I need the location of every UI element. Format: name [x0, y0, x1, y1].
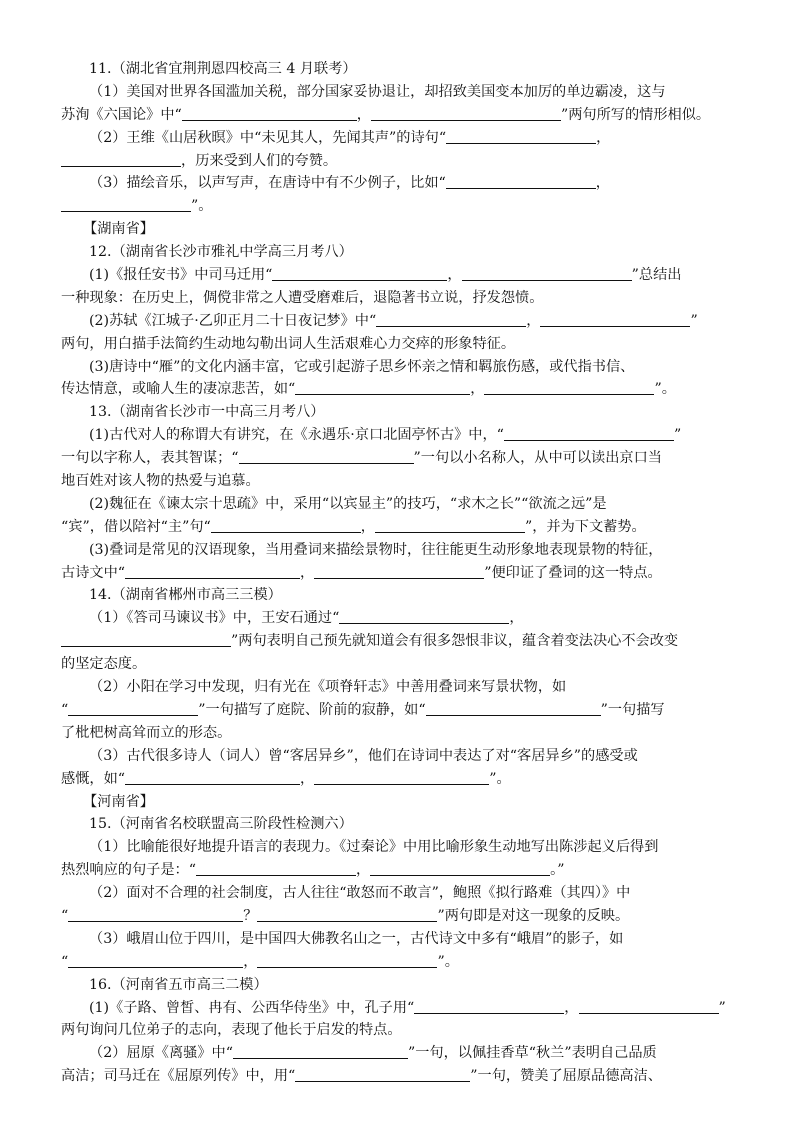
answer-blank[interactable] [370, 861, 550, 876]
question-12-part-1 [61, 264, 739, 287]
question-12-part-2 [61, 310, 739, 333]
text: ”总结出 [631, 267, 682, 284]
answer-blank[interactable] [61, 152, 181, 167]
answer-blank[interactable] [462, 266, 632, 281]
text: ”。 [191, 198, 213, 215]
text: ”。 [654, 381, 676, 398]
text: ， [509, 610, 524, 627]
text: （3）峨眉山位于四川，是中国四大佛教名山之一，古代诗文中多有“峨眉”的影子，如 [89, 930, 624, 947]
question-12-part-2-cont [61, 333, 739, 356]
text: ”一句描写 [600, 701, 665, 718]
answer-blank[interactable] [579, 999, 719, 1014]
text: ”一句描写了庭院、阶前的寂静，如“ [198, 701, 426, 718]
answer-blank[interactable] [484, 380, 654, 395]
exam-page [61, 58, 739, 1088]
answer-blank[interactable] [314, 770, 489, 785]
question-14-part-1 [61, 607, 739, 630]
question-15-part-1-cont [61, 859, 739, 882]
text: 感慨，如“ [61, 770, 126, 787]
answer-blank[interactable] [339, 609, 509, 624]
question-14-part-3-cont [61, 768, 739, 791]
text: “ [61, 953, 69, 970]
text: ” [718, 999, 726, 1016]
text: 14.（湖南省郴州市高三三模） [89, 587, 282, 604]
text: ， [355, 862, 371, 879]
answer-blank[interactable] [211, 518, 361, 533]
text: (1)古代对人的称谓大有讲究，在《永遇乐·京口北固亭怀古》中，“ [89, 427, 504, 444]
text: 传达情意，或喻人生的凄凉悲苦，如“ [61, 381, 296, 398]
text: ”一句，赞美了屈原品德高洁、 [470, 1068, 662, 1085]
question-13-part-1-cont2 [61, 470, 739, 493]
answer-blank[interactable] [540, 312, 690, 327]
question-14-part-3 [61, 745, 739, 768]
text: （1）比喻能很好地提升语言的表现力。《过秦论》中用比喻形象生动地写出陈涉起义后得到 [89, 839, 659, 856]
section-hunan [61, 218, 739, 241]
answer-blank[interactable] [295, 380, 470, 395]
text: ？ [243, 907, 258, 924]
question-13-header [61, 401, 739, 424]
text: 两句，用白描手法简约生动地勾勒出词人生活艰难心力交瘁的形象特征。 [61, 335, 516, 352]
question-16-part-2-cont [61, 1065, 739, 1088]
text: 古诗文中“ [61, 564, 126, 581]
question-11-part-2 [61, 127, 739, 150]
answer-blank[interactable] [314, 564, 484, 579]
text: 苏洵《六国论》中“ [61, 106, 182, 123]
question-11-part-3-cont [61, 195, 739, 218]
answer-blank[interactable] [414, 999, 564, 1014]
answer-blank[interactable] [295, 1067, 470, 1082]
text: (1)《子路、曾皙、冉有、公西华侍坐》中，孔子用“ [89, 999, 415, 1016]
text: 。” [550, 862, 565, 879]
question-13-part-1 [61, 424, 739, 447]
text: ， [564, 999, 579, 1016]
text: （1）《答司马谏议书》中，王安石通过“ [89, 610, 340, 627]
text: ， [243, 953, 258, 970]
text: ” [690, 312, 698, 329]
text: (1)《报任安书》中司马迁用“ [89, 267, 273, 284]
answer-blank[interactable] [182, 106, 357, 121]
question-11-part-2-cont [61, 150, 739, 173]
question-14-part-2-cont [61, 699, 739, 722]
text: ， [596, 129, 611, 146]
question-14-part-1-cont [61, 630, 739, 653]
question-11-part-3 [61, 172, 739, 195]
question-12-part-1-cont [61, 287, 739, 310]
text: (2)苏轼《江城子·乙卯正月二十日夜记梦》中“ [89, 312, 377, 329]
text: (2)魏征在《谏太宗十思疏》中，采用“以宾显主”的技巧，“求木之长”“欲流之远”是 [89, 495, 607, 512]
text: ， [300, 564, 315, 581]
question-11-part-1-cont [61, 104, 739, 127]
text: “ [61, 701, 69, 718]
text: ”便印证了叠词的这一特点。 [484, 564, 662, 581]
text: ，历来受到人们的夸赞。 [181, 152, 338, 169]
question-16-header [61, 974, 739, 997]
text: ， [356, 106, 371, 123]
text: （3）古代很多诗人（词人）曾“客居异乡”，他们在诗词中表达了对“客居异乡”的感受或 [89, 747, 638, 764]
text: ”两句所写的情形相似。 [560, 106, 711, 123]
text: 15.（河南省名校联盟高三阶段性检测六） [89, 816, 353, 833]
question-13-part-1-cont [61, 447, 739, 470]
answer-blank[interactable] [504, 426, 674, 441]
text: “ [61, 907, 69, 924]
text: ， [526, 312, 541, 329]
answer-blank[interactable] [125, 770, 300, 785]
answer-blank[interactable] [446, 129, 596, 144]
text: 【湖南省】 [83, 221, 154, 238]
answer-blank[interactable] [196, 861, 356, 876]
text: 16.（河南省五市高三二模） [89, 976, 268, 993]
section-henan [61, 791, 739, 814]
answer-blank[interactable] [257, 953, 437, 968]
answer-blank[interactable] [61, 197, 191, 212]
text: ， [470, 381, 485, 398]
question-14-part-2-cont2 [61, 722, 739, 745]
question-13-part-2 [61, 493, 739, 516]
answer-blank[interactable] [446, 174, 596, 189]
question-12-part-3-cont [61, 378, 739, 401]
text: (3)叠词是常见的汉语现象，当用叠词来描绘景物时，往往能更生动形象地表现景物的特征， [89, 541, 663, 558]
text: ， [447, 267, 462, 284]
text: ”一句，以佩挂香草“秋兰”表明自己品质 [407, 1045, 657, 1062]
text: 两句询问几位弟子的志向，表现了他长于启发的特点。 [61, 1022, 402, 1039]
question-11-part-1 [61, 81, 739, 104]
answer-blank[interactable] [68, 953, 243, 968]
answer-blank[interactable] [68, 701, 198, 716]
text: ”。 [437, 953, 459, 970]
text: 了枇杷树高耸而立的形态。 [61, 724, 232, 741]
text: 高洁；司马迁在《屈原列传》中，用“ [61, 1068, 296, 1085]
question-15-part-1 [61, 836, 739, 859]
text: ， [360, 518, 375, 535]
text: 热烈响应的句子是：“ [61, 862, 196, 879]
question-15-part-3-cont [61, 951, 739, 974]
text: 13.（湖南省长沙市一中高三月考八） [89, 404, 325, 421]
text: 地百姓对该人物的热爱与追慕。 [61, 473, 260, 490]
question-16-part-1-cont [61, 1019, 739, 1042]
question-16-part-1 [61, 997, 739, 1020]
answer-blank[interactable] [376, 312, 526, 327]
text: ， [300, 770, 315, 787]
text: 12.（湖南省长沙市雅礼中学高三月考八） [89, 244, 353, 261]
answer-blank[interactable] [375, 518, 525, 533]
answer-blank[interactable] [272, 266, 447, 281]
text: 的坚定态度。 [61, 656, 147, 673]
question-15-part-2-cont [61, 905, 739, 928]
question-13-part-3-cont [61, 562, 739, 585]
answer-blank[interactable] [233, 1044, 408, 1059]
question-13-part-3 [61, 539, 739, 562]
question-14-part-1-cont2 [61, 653, 739, 676]
answer-blank[interactable] [61, 632, 231, 647]
text: ， [595, 175, 610, 192]
text: （2）屈原《离骚》中“ [89, 1045, 233, 1062]
question-13-part-2-cont [61, 516, 739, 539]
question-15-part-3 [61, 928, 739, 951]
question-14-header [61, 584, 739, 607]
question-12-header [61, 241, 739, 264]
text: （2）王维《山居秋暝》中“未见其人，先闻其声”的诗句“ [89, 129, 447, 146]
text: 一句以字称人，表其智谋；“ [61, 450, 239, 467]
answer-blank[interactable] [239, 449, 414, 464]
text: （3）描绘音乐，以声写声，在唐诗中有不少例子，比如“ [89, 175, 446, 192]
text: “宾”，借以陪衬“主”句“ [61, 518, 211, 535]
question-11-header [61, 58, 739, 81]
text: （2）面对不合理的社会制度，古人往往“敢怒而不敢言”，鲍照《拟行路难（其四）》中 [89, 885, 631, 902]
text: ” [673, 427, 682, 444]
text: （1）美国对世界各国滥加关税，部分国家妥协退让，却招致美国变本加厉的单边霸凌，这与 [89, 83, 666, 100]
question-15-part-2 [61, 882, 739, 905]
answer-blank[interactable] [426, 701, 601, 716]
text: ”两句表明自己预先就知道会有很多怨恨非议，蕴含着变法决心不会改变 [231, 633, 679, 650]
text: 11.（湖北省宜荆荆恩四校高三 4 月联考） [89, 61, 357, 77]
text: (3)唐诗中“雁”的文化内涵丰富，它或引起游子思乡怀亲之情和羁旅伤感，或代指书信、 [89, 358, 635, 375]
text: 【河南省】 [83, 793, 154, 810]
text: 一种现象：在历史上，倜傥非常之人遭受磨难后，退隐著书立说，抒发怨愤。 [61, 289, 544, 306]
question-14-part-2 [61, 676, 739, 699]
answer-blank[interactable] [125, 564, 300, 579]
text: ”，并为下文蓄势。 [524, 518, 646, 535]
text: ”两句即是对这一现象的反映。 [437, 907, 630, 924]
question-15-header [61, 813, 739, 836]
question-16-part-2 [61, 1042, 739, 1065]
text: ”一句以小名称人，从中可以读出京口当 [413, 450, 662, 467]
answer-blank[interactable] [371, 106, 561, 121]
question-12-part-3 [61, 356, 739, 379]
text: ”。 [489, 770, 511, 787]
answer-blank[interactable] [68, 907, 243, 922]
answer-blank[interactable] [257, 907, 437, 922]
text: （2）小阳在学习中发现，归有光在《项脊轩志》中善用叠词来写景状物，如 [89, 679, 567, 696]
